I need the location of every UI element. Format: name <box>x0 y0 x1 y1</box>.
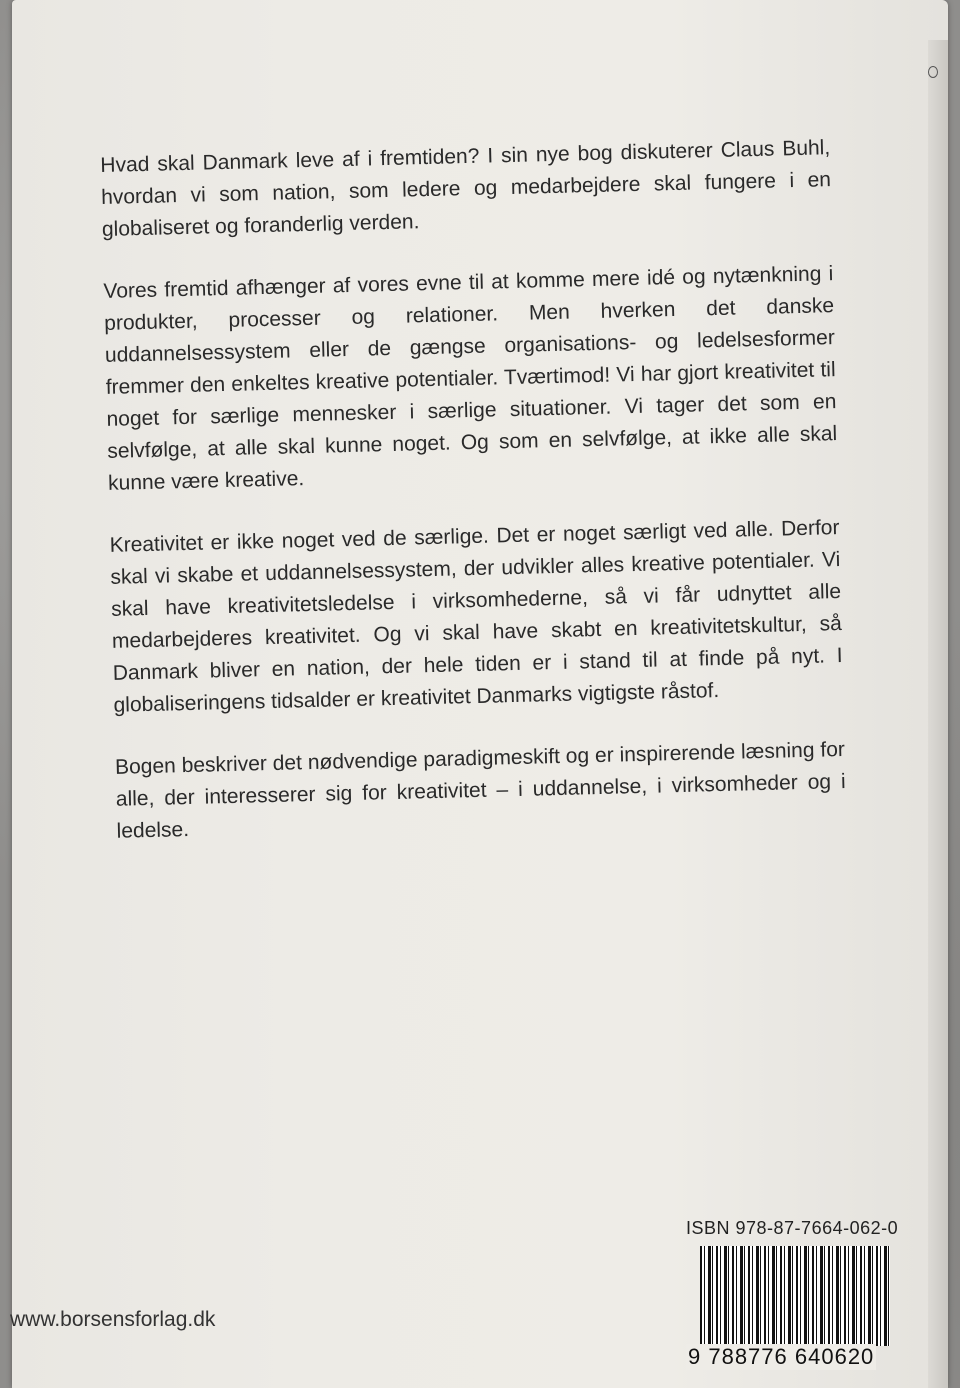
publisher-website: www.borsensforlag.dk <box>10 1308 216 1331</box>
blurb-text <box>100 132 848 878</box>
blurb-paragraph-1: Hvad skal Danmark leve af i fremtiden? I sin nye bog diskuterer Claus Buhl, hvordan vi som nation, som ledere og medarbejdere skal fungere i en globaliseret og foranderlig verden. <box>100 136 832 241</box>
barcode <box>700 1246 890 1346</box>
isbn-label: ISBN 978-87-7664-062-0 <box>686 1218 899 1238</box>
blurb-paragraph-3: Kreativitet er ikke noget ved de særlige. Det er noget særligt ved alle. Derfor skal vi skabe et uddannelsessystem, der udvikler alles kreative potentialer. Vi skal have kreativitetsledelse i virksomhederne, så vi får udnyttet alle medarbejderes kreativitet. Og vi skal have skabt en kreativitetskultur, så Danmark bliver en nation, der hele tiden er i stand til at finde på nyt. I globaliseringens tidsalder er kreativitet Danmarks vigtigste råstof. <box>109 516 843 717</box>
edge-mark <box>928 66 938 78</box>
barcode-digits: 9 788776 640620 <box>688 1344 875 1369</box>
blurb-paragraph-2: Vores fremtid afhænger af vores evne til at komme mere idé og nytænkning i produkter, processer og relationer. Men hverken det danske uddannelsessystem eller de gængse organisations- og ledelsesformer fremmer den enkeltes kreative potentialer. Tværtimod! Vi har gjort kreativitet til noget for særlige mennesker i særlige situationer. Vi tager det som en selvfølge, at alle skal kunne noget. Og som en selvfølge, at ikke alle skal kunne være kreative. <box>103 262 838 495</box>
blurb-paragraph-4: Bogen beskriver det nødvendige paradigmeskift og er inspirerende læsning for alle, der interesserer sig for kreativitet – i uddannelse, i virksomheder og i ledelse. <box>114 737 846 843</box>
book-page-edge <box>928 40 948 1388</box>
